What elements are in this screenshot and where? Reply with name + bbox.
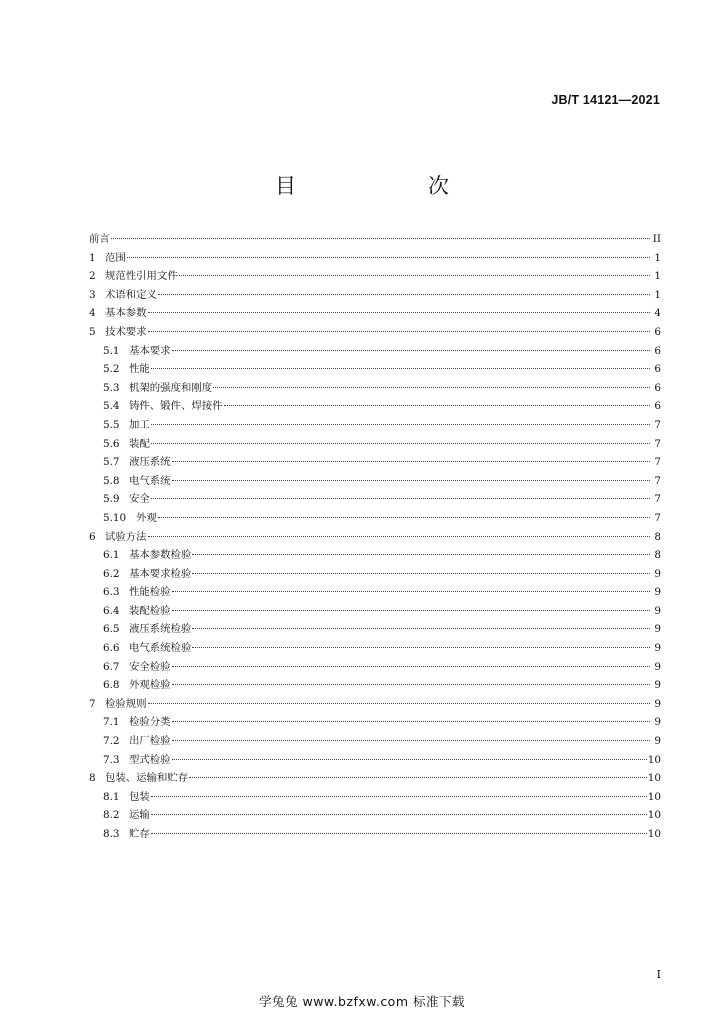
toc-dot-leader bbox=[192, 573, 650, 574]
toc-entry-page: 7 bbox=[654, 493, 661, 506]
toc-dot-leader bbox=[151, 424, 650, 425]
toc-entry-label: 检验规则 bbox=[105, 697, 147, 710]
toc-dot-leader bbox=[172, 740, 650, 741]
toc-entry-page: 9 bbox=[654, 716, 661, 729]
toc-entry-page: 9 bbox=[654, 586, 661, 599]
toc-entry-label: 出厂检验 bbox=[129, 735, 171, 748]
toc-entry-number: 8.1 bbox=[103, 790, 120, 803]
toc-dot-leader bbox=[172, 759, 647, 760]
toc-entry-label: 液压系统检验 bbox=[129, 623, 192, 636]
toc-entry[interactable] bbox=[89, 528, 661, 547]
toc-dot-leader bbox=[151, 796, 647, 797]
toc-entry[interactable] bbox=[89, 509, 661, 528]
toc-entry[interactable] bbox=[89, 360, 661, 379]
toc-entry-label: 外观检验 bbox=[129, 679, 171, 692]
toc-entry[interactable] bbox=[89, 565, 661, 584]
toc-entry[interactable] bbox=[89, 602, 661, 621]
toc-entry-number: 5.3 bbox=[103, 381, 120, 394]
toc-entry-label: 安全检验 bbox=[129, 660, 171, 673]
toc-dot-leader bbox=[158, 517, 650, 518]
toc-entry-number: 5.7 bbox=[103, 456, 120, 469]
toc-entry-number: 2 bbox=[89, 270, 96, 283]
toc-entry[interactable] bbox=[89, 230, 661, 249]
toc-entry[interactable] bbox=[89, 658, 661, 677]
toc-dot-leader bbox=[151, 368, 650, 369]
toc-entry-page: 9 bbox=[654, 735, 661, 748]
toc-entry[interactable] bbox=[89, 639, 661, 658]
toc-entry-number: 7 bbox=[89, 697, 96, 710]
toc-entry-number: 8 bbox=[89, 772, 96, 785]
toc-entry-page: 8 bbox=[654, 549, 661, 562]
toc-entry-page: 6 bbox=[654, 381, 661, 394]
toc-dot-leader bbox=[172, 480, 650, 481]
toc-entry-label: 电气系统 bbox=[129, 474, 171, 487]
toc-entry-number: 7.1 bbox=[103, 716, 120, 729]
toc-entry-page: 7 bbox=[654, 511, 661, 524]
toc-entry-label: 运输 bbox=[129, 809, 150, 822]
toc-entry-number: 8.2 bbox=[103, 809, 120, 822]
toc-entry-number: 1 bbox=[89, 251, 96, 264]
toc-entry-page: 7 bbox=[654, 474, 661, 487]
toc-entry-page: II bbox=[652, 233, 661, 245]
toc-entry-page: 10 bbox=[647, 753, 661, 766]
toc-entry[interactable] bbox=[89, 304, 661, 323]
toc-entry-number: 6.7 bbox=[103, 660, 120, 673]
toc-entry-number: 5.10 bbox=[103, 511, 127, 524]
toc-entry-page: 6 bbox=[654, 363, 661, 376]
toc-dot-leader bbox=[148, 312, 650, 313]
toc-entry[interactable] bbox=[89, 397, 661, 416]
toc-entry-label: 检验分类 bbox=[129, 716, 171, 729]
toc-entry-label: 技术要求 bbox=[105, 325, 147, 338]
toc-entry-page: 9 bbox=[654, 697, 661, 710]
toc-dot-leader bbox=[179, 275, 650, 276]
toc-entry-number: 5.5 bbox=[103, 418, 120, 431]
toc-entry[interactable] bbox=[89, 788, 661, 807]
table-of-contents bbox=[89, 230, 661, 844]
toc-entry[interactable] bbox=[89, 416, 661, 435]
toc-entry[interactable] bbox=[89, 490, 661, 509]
toc-entry[interactable] bbox=[89, 435, 661, 454]
toc-entry-page: 9 bbox=[654, 679, 661, 692]
standard-code: JB/T 14121—2021 bbox=[551, 93, 660, 107]
toc-dot-leader bbox=[213, 387, 650, 388]
toc-dot-leader bbox=[192, 554, 650, 555]
toc-entry-label: 试验方法 bbox=[105, 530, 147, 543]
toc-entry[interactable] bbox=[89, 732, 661, 751]
toc-entry-number: 6.2 bbox=[103, 567, 120, 580]
page-number: I bbox=[656, 968, 661, 981]
toc-entry-label: 基本参数 bbox=[105, 307, 147, 320]
toc-entry-number: 5.4 bbox=[103, 400, 120, 413]
toc-entry[interactable] bbox=[89, 769, 661, 788]
toc-dot-leader bbox=[127, 257, 650, 258]
toc-dot-leader bbox=[148, 703, 650, 704]
toc-entry-number: 3 bbox=[89, 288, 96, 301]
toc-entry[interactable] bbox=[89, 453, 661, 472]
toc-entry-number: 5.9 bbox=[103, 493, 120, 506]
toc-entry-label: 装配检验 bbox=[129, 604, 171, 617]
toc-dot-leader bbox=[148, 331, 650, 332]
toc-entry[interactable] bbox=[89, 249, 661, 268]
toc-entry-label: 性能 bbox=[129, 363, 150, 376]
toc-entry-number: 7.2 bbox=[103, 735, 120, 748]
toc-dot-leader bbox=[151, 443, 650, 444]
toc-entry-page: 6 bbox=[654, 400, 661, 413]
toc-entry-page: 10 bbox=[647, 772, 661, 785]
toc-entry-label: 外观 bbox=[136, 511, 157, 524]
toc-entry-label: 性能检验 bbox=[129, 586, 171, 599]
toc-entry-number: 5.6 bbox=[103, 437, 120, 450]
toc-dot-leader bbox=[151, 814, 647, 815]
toc-entry-page: 9 bbox=[654, 604, 661, 617]
toc-entry-number: 8.3 bbox=[103, 828, 120, 840]
toc-entry-label: 术语和定义 bbox=[105, 288, 157, 301]
toc-entry-number: 6 bbox=[89, 530, 96, 543]
toc-entry-label: 包装 bbox=[129, 790, 150, 803]
toc-entry-page: 9 bbox=[654, 567, 661, 580]
toc-entry-number: 4 bbox=[89, 307, 96, 320]
toc-entry-label: 装配 bbox=[129, 437, 150, 450]
toc-entry[interactable] bbox=[89, 267, 661, 286]
toc-entry-label: 基本参数检验 bbox=[129, 549, 192, 562]
toc-entry-page: 7 bbox=[654, 456, 661, 469]
toc-dot-leader bbox=[151, 833, 647, 834]
toc-entry-label: 规范性引用文件 bbox=[105, 270, 178, 283]
toc-entry-page: 1 bbox=[654, 270, 661, 283]
toc-entry-number: 6.1 bbox=[103, 549, 120, 562]
toc-entry[interactable] bbox=[89, 620, 661, 639]
toc-entry-page: 1 bbox=[654, 251, 661, 264]
toc-entry[interactable] bbox=[89, 323, 661, 342]
toc-dot-leader bbox=[148, 536, 650, 537]
toc-entry-label: 范围 bbox=[105, 251, 126, 264]
toc-entry[interactable] bbox=[89, 379, 661, 398]
toc-entry-page: 6 bbox=[654, 325, 661, 338]
toc-dot-leader bbox=[192, 647, 650, 648]
toc-entry-page: 9 bbox=[654, 660, 661, 673]
toc-entry-label: 前言 bbox=[89, 233, 110, 245]
footer-watermark: 学兔兔 www.bzfxw.com 标准下载 bbox=[259, 994, 465, 1009]
toc-dot-leader bbox=[158, 294, 650, 295]
toc-entry-page: 4 bbox=[654, 307, 661, 320]
toc-entry[interactable] bbox=[89, 286, 661, 305]
toc-entry-number: 5 bbox=[89, 325, 96, 338]
toc-entry-label: 铸件、锻件、焊接件 bbox=[129, 400, 223, 413]
toc-entry-number: 6.4 bbox=[103, 604, 120, 617]
toc-entry-label: 机架的强度和刚度 bbox=[129, 381, 213, 394]
toc-entry-label: 基本要求检验 bbox=[129, 567, 192, 580]
toc-entry-label: 液压系统 bbox=[129, 456, 171, 469]
toc-entry-number: 5.8 bbox=[103, 474, 120, 487]
toc-dot-leader bbox=[172, 610, 650, 611]
toc-entry-page: 10 bbox=[647, 828, 661, 840]
toc-entry[interactable] bbox=[89, 472, 661, 491]
toc-dot-leader bbox=[172, 684, 650, 685]
toc-dot-leader bbox=[172, 350, 650, 351]
toc-dot-leader bbox=[192, 628, 650, 629]
toc-entry-label: 安全 bbox=[129, 493, 150, 506]
toc-dot-leader bbox=[224, 405, 650, 406]
toc-entry[interactable] bbox=[89, 342, 661, 361]
toc-entry-label: 加工 bbox=[129, 418, 150, 431]
toc-dot-leader bbox=[189, 777, 647, 778]
toc-entry-number: 6.8 bbox=[103, 679, 120, 692]
toc-entry-number: 7.3 bbox=[103, 753, 120, 766]
toc-entry-label: 型式检验 bbox=[129, 753, 171, 766]
toc-entry[interactable] bbox=[89, 806, 661, 825]
toc-entry[interactable] bbox=[89, 583, 661, 602]
toc-entry-page: 9 bbox=[654, 623, 661, 636]
toc-entry[interactable] bbox=[89, 546, 661, 565]
toc-entry-page: 7 bbox=[654, 437, 661, 450]
toc-entry-label: 包装、运输和贮存 bbox=[105, 772, 189, 785]
page-title: 目 次 bbox=[275, 174, 479, 198]
toc-entry-page: 8 bbox=[654, 530, 661, 543]
toc-dot-leader bbox=[172, 461, 650, 462]
toc-entry-number: 6.3 bbox=[103, 586, 120, 599]
toc-entry-number: 6.5 bbox=[103, 623, 120, 636]
toc-entry[interactable] bbox=[89, 695, 661, 714]
toc-entry[interactable] bbox=[89, 713, 661, 732]
toc-entry-page: 10 bbox=[647, 790, 661, 803]
toc-entry-number: 5.2 bbox=[103, 363, 120, 376]
toc-entry[interactable] bbox=[89, 825, 661, 844]
toc-dot-leader bbox=[172, 591, 650, 592]
toc-dot-leader bbox=[172, 666, 650, 667]
toc-entry-page: 7 bbox=[654, 418, 661, 431]
toc-entry[interactable] bbox=[89, 751, 661, 770]
toc-entry-page: 1 bbox=[654, 288, 661, 301]
toc-entry-label: 贮存 bbox=[129, 828, 150, 840]
toc-dot-leader bbox=[151, 498, 650, 499]
toc-entry-number: 5.1 bbox=[103, 344, 120, 357]
toc-entry-page: 6 bbox=[654, 344, 661, 357]
toc-entry-label: 电气系统检验 bbox=[129, 642, 192, 655]
toc-dot-leader bbox=[172, 721, 650, 722]
toc-entry-number: 6.6 bbox=[103, 642, 120, 655]
toc-entry-label: 基本要求 bbox=[129, 344, 171, 357]
toc-dot-leader bbox=[111, 238, 650, 239]
toc-entry[interactable] bbox=[89, 676, 661, 695]
toc-entry-page: 9 bbox=[654, 642, 661, 655]
toc-entry-page: 10 bbox=[647, 809, 661, 822]
